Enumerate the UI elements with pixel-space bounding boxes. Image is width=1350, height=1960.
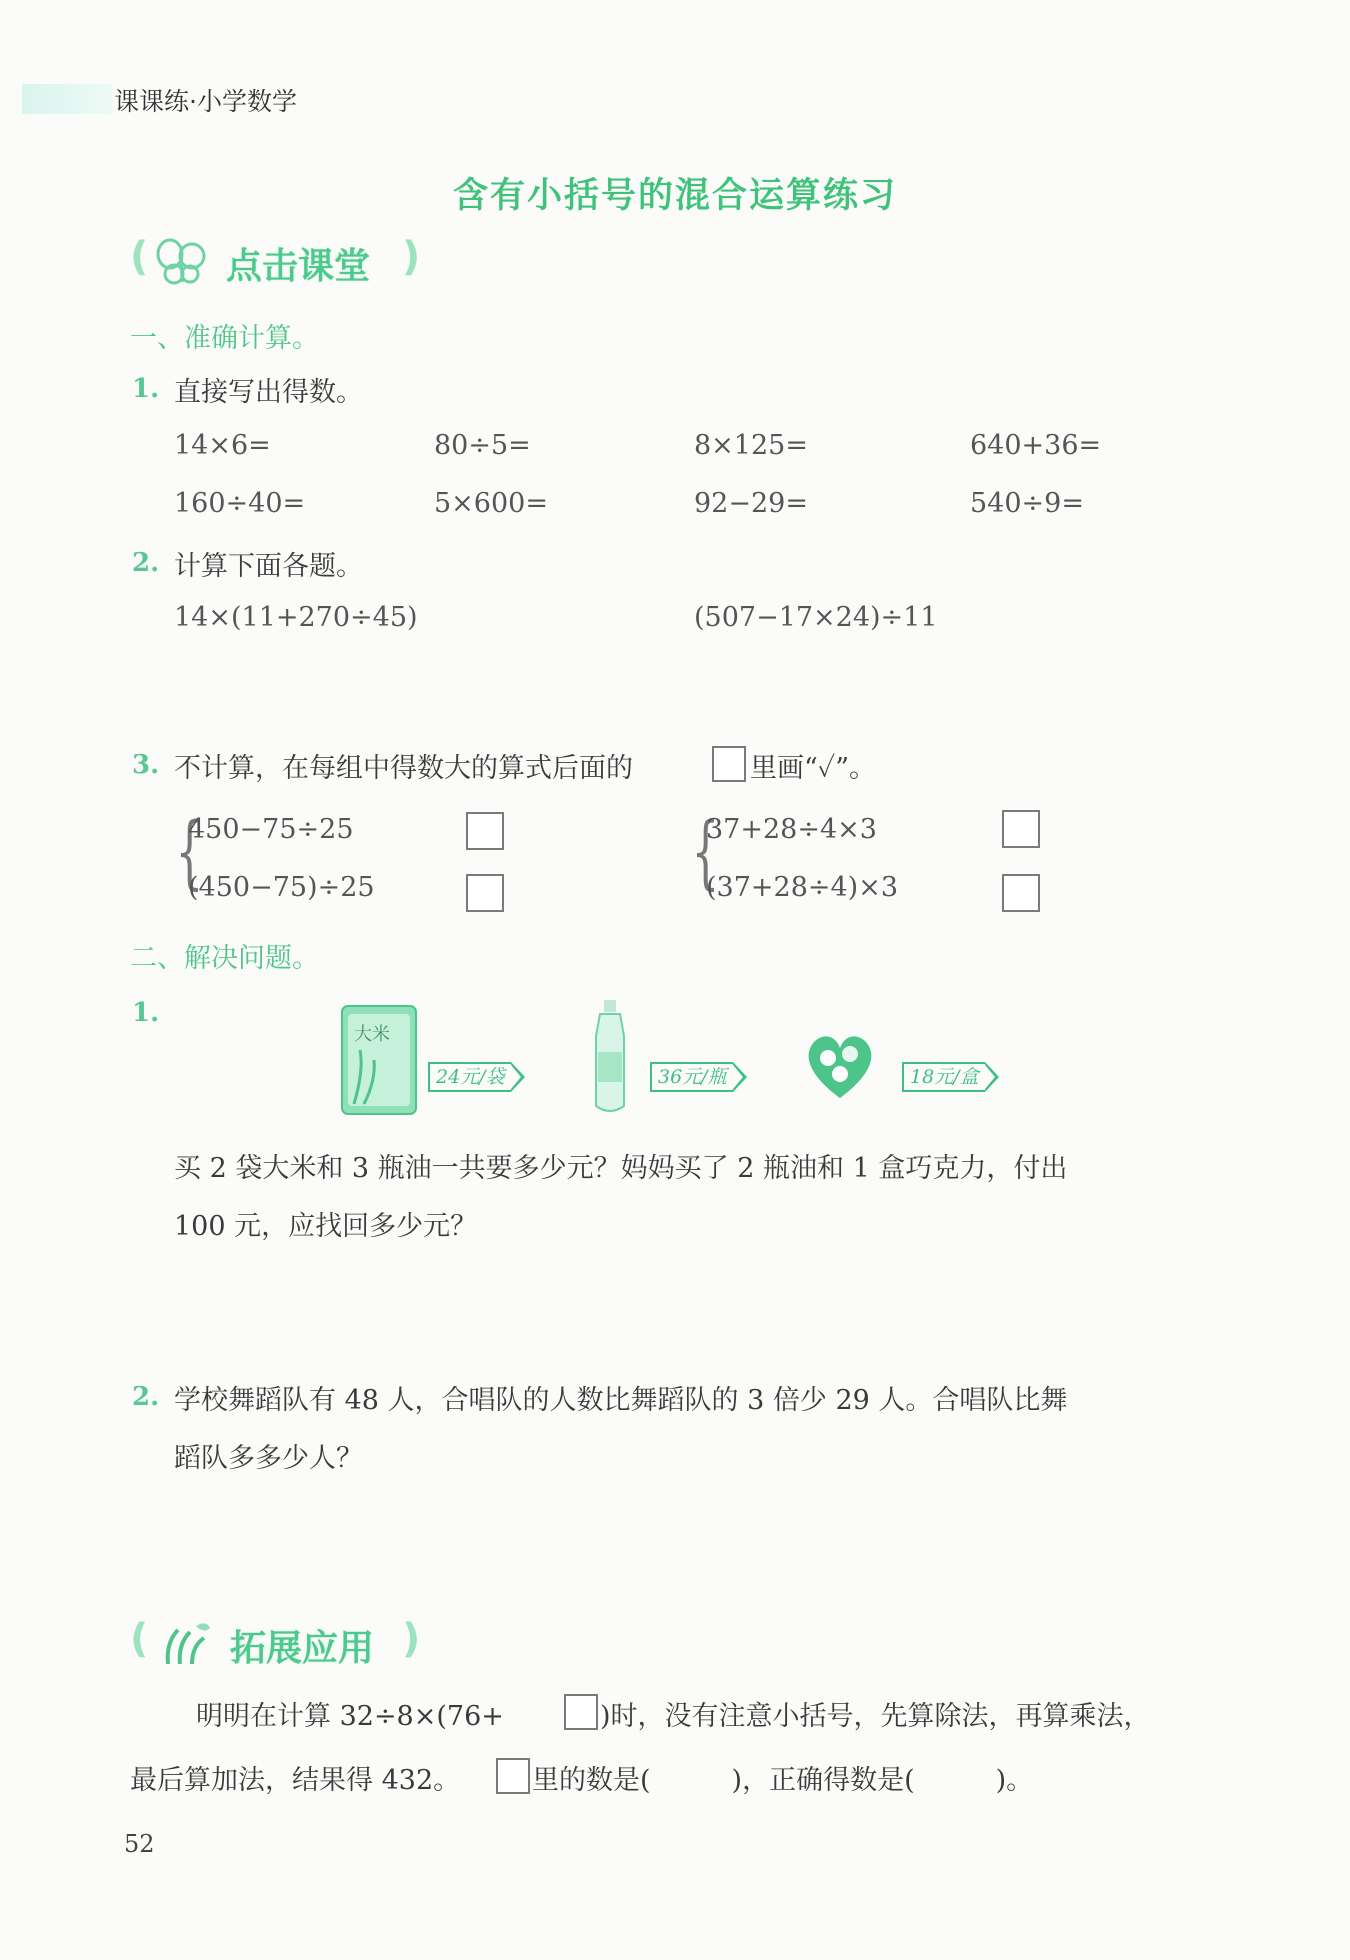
- butterfly-icon: [152, 236, 212, 288]
- question-number: 2.: [132, 548, 160, 578]
- price-tag-text: 36元/瓶: [658, 1066, 727, 1088]
- banner-label: 拓展应用: [230, 1628, 375, 1669]
- series-title: 课课练·小学数学: [114, 87, 297, 116]
- problem-text: 学校舞蹈队有 48 人，合唱队的人数比舞蹈队的 3 倍少 29 人。合唱队比舞: [174, 1385, 1068, 1416]
- check-box[interactable]: [1002, 874, 1040, 912]
- rice-bag-icon: [334, 1000, 424, 1120]
- compare-expression: (37+28÷4)×3: [706, 872, 899, 903]
- section-heading-solve-problems: 二、解决问题。: [130, 943, 319, 974]
- question-number: 2.: [132, 1382, 160, 1412]
- left-paren-decor: (: [130, 1616, 149, 1662]
- left-paren-decor: (: [130, 234, 149, 280]
- question-prompt: 直接写出得数。: [174, 377, 363, 408]
- question-prompt: 不计算，在每组中得数大的算式后面的: [174, 753, 633, 784]
- price-tag-chocolate: [902, 1062, 985, 1092]
- banner-extension: [130, 1616, 430, 1672]
- extension-text: 最后算加法，结果得 432。: [130, 1765, 461, 1796]
- question-number: 1.: [132, 998, 160, 1028]
- banner-class-practice: [130, 234, 430, 290]
- oral-calc-item: 540÷9=: [970, 488, 1084, 519]
- oral-calc-item: 8×125=: [694, 430, 808, 461]
- sprout-icon: [160, 1618, 216, 1668]
- oral-calc-item: 5×600=: [434, 488, 548, 519]
- oral-calc-item: 92−29=: [694, 488, 808, 519]
- inline-answer-box: [564, 1694, 598, 1730]
- header-band: [22, 84, 112, 114]
- inline-answer-box: [712, 746, 746, 782]
- extension-text: 明明在计算 32÷8×(76+: [196, 1701, 504, 1732]
- price-tag-rice: [428, 1062, 511, 1092]
- question-prompt: 计算下面各题。: [174, 551, 363, 582]
- calc-expression: 14×(11+270÷45): [174, 602, 418, 633]
- banner-label: 点击课堂: [226, 246, 371, 287]
- oral-calc-item: 640+36=: [970, 430, 1102, 461]
- brace-symbol: {: [175, 805, 204, 898]
- chocolate-box-icon: [800, 1026, 880, 1106]
- calc-expression: (507−17×24)÷11: [694, 602, 938, 633]
- section-heading-accurate-calc: 一、准确计算。: [130, 323, 319, 354]
- price-tag-oil: [650, 1062, 733, 1092]
- compare-expression: (450−75)÷25: [188, 872, 375, 903]
- question-prompt-suffix: 里画“✓”。: [750, 753, 877, 784]
- oral-calc-item: 160÷40=: [174, 488, 306, 519]
- oral-calc-item: 80÷5=: [434, 430, 531, 461]
- problem-text: 买 2 袋大米和 3 瓶油一共要多少元？妈妈买了 2 瓶油和 1 盒巧克力，付出: [174, 1153, 1068, 1184]
- price-tag-text: 24元/袋: [436, 1066, 505, 1088]
- inline-answer-box: [496, 1758, 530, 1794]
- check-box[interactable]: [466, 812, 504, 850]
- extension-text: )时，没有注意小括号，先算除法，再算乘法，: [600, 1701, 1151, 1732]
- right-paren-decor: ): [402, 1616, 421, 1662]
- oil-bottle-icon: [586, 996, 636, 1120]
- right-paren-decor: ): [402, 234, 421, 280]
- problem-text: 蹈队多多少人？: [174, 1443, 363, 1474]
- question-number: 1.: [132, 374, 160, 404]
- check-box[interactable]: [1002, 810, 1040, 848]
- compare-expression: 450−75÷25: [188, 814, 354, 845]
- brace-symbol: {: [691, 805, 720, 898]
- price-tag-text: 18元/盒: [910, 1066, 979, 1088]
- page-title: 含有小括号的混合运算练习: [452, 176, 897, 216]
- page-number: 52: [124, 1830, 155, 1858]
- problem-text: 100 元，应找回多少元？: [174, 1211, 478, 1242]
- question-number: 3.: [132, 750, 160, 780]
- extension-text: 里的数是( )，正确得数是( )。: [532, 1765, 1034, 1796]
- rice-bag-label: 大米: [354, 1024, 390, 1045]
- compare-expression: 37+28÷4×3: [706, 814, 877, 845]
- oral-calc-item: 14×6=: [174, 430, 271, 461]
- check-box[interactable]: [466, 874, 504, 912]
